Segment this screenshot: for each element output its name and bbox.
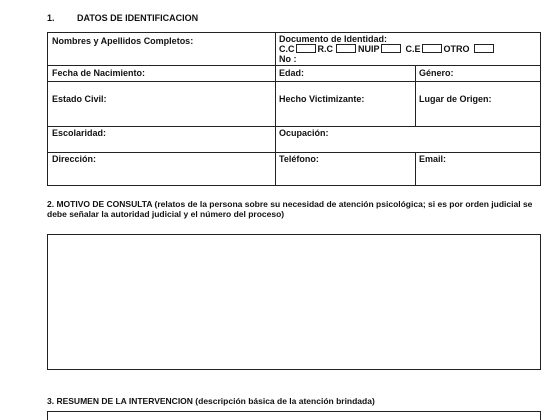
edad-field[interactable]: Edad: <box>279 68 305 78</box>
doc-type-cc-checkbox[interactable] <box>296 44 316 53</box>
nombres-field[interactable]: Nombres y Apellidos Completos: <box>52 36 194 46</box>
doc-type-rc-label: R.C <box>317 44 333 54</box>
fecha-nacimiento-field[interactable]: Fecha de Nacimiento: <box>52 68 146 78</box>
section-1-heading: DATOS DE IDENTIFICACION <box>77 13 199 23</box>
row-divider <box>48 126 540 127</box>
document-type-options <box>279 44 496 54</box>
doc-type-nuip-label: NUIP <box>358 44 380 54</box>
doc-type-nuip-checkbox[interactable] <box>381 44 401 53</box>
ocupacion-field[interactable]: Ocupación: <box>279 128 329 138</box>
hecho-victimizante-field[interactable]: Hecho Victimizante: <box>279 94 365 104</box>
column-divider <box>415 65 416 126</box>
lugar-origen-field[interactable]: Lugar de Origen: <box>419 94 492 104</box>
doc-type-cc-label: C.C <box>279 44 295 54</box>
identification-table <box>47 32 541 186</box>
genero-field[interactable]: Género: <box>419 68 454 78</box>
escolaridad-field[interactable]: Escolaridad: <box>52 128 107 138</box>
direccion-field[interactable]: Dirección: <box>52 154 97 164</box>
telefono-field[interactable]: Teléfono: <box>279 154 319 164</box>
row-divider <box>48 81 540 82</box>
document-number-field[interactable]: No : <box>279 54 297 64</box>
resumen-intervencion-textarea[interactable] <box>47 411 541 420</box>
section-1-title <box>47 13 198 23</box>
section-1-number: 1. <box>47 13 55 23</box>
section-2-heading: 2. MOTIVO DE CONSULTA (relatos de la persona sobre su necesidad de atención psicológica; si es por orden judicial se debe señalar la autoridad judicial y el número del proceso) <box>47 199 533 219</box>
section-3-heading: 3. RESUMEN DE LA INTERVENCION (descripción básica de la atención brindada) <box>47 396 375 406</box>
row-divider <box>48 152 540 153</box>
column-divider <box>415 152 416 186</box>
doc-type-otro-label: OTRO <box>443 44 470 54</box>
row-divider <box>48 65 540 66</box>
documento-label: Documento de Identidad: <box>279 34 387 44</box>
doc-type-ce-checkbox[interactable] <box>422 44 442 53</box>
doc-type-otro-checkbox[interactable] <box>474 44 494 53</box>
column-divider <box>275 33 276 186</box>
doc-type-ce-label: C.E <box>405 44 421 54</box>
email-field[interactable]: Email: <box>419 154 447 164</box>
motivo-consulta-textarea[interactable] <box>47 234 541 370</box>
estado-civil-field[interactable]: Estado Civil: <box>52 94 107 104</box>
doc-type-rc-checkbox[interactable] <box>336 44 356 53</box>
